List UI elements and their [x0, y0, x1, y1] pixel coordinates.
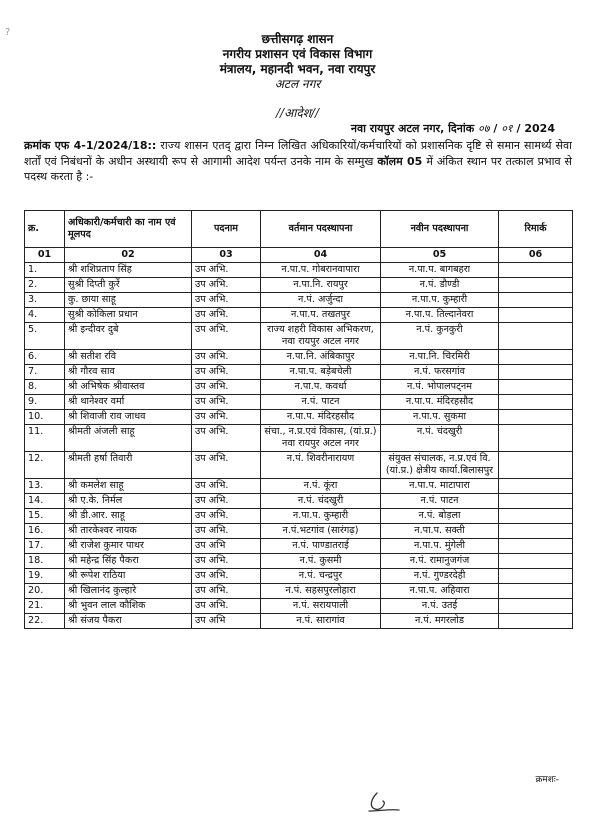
- cell-current-posting: न.पं. सारागांव: [261, 614, 381, 629]
- table-row: [25, 308, 573, 323]
- header-name: अधिकारी/कर्मचारी का नाम एवं मूलपद: [65, 211, 192, 248]
- cell-current-posting: न.पं. चंदखुरी: [261, 494, 381, 509]
- continued-note: क्रमशः-: [535, 775, 559, 785]
- cell-designation: उप अभि: [192, 614, 261, 629]
- column-number: 04: [261, 248, 381, 263]
- table-row: [25, 524, 573, 539]
- cell-name: श्री राजेश कुमार पाथर: [65, 539, 192, 554]
- cell-new-posting: न.पं. भोपालपट्नम: [381, 380, 499, 395]
- cell-current-posting: न.पं. पाटन: [261, 395, 381, 410]
- cell-remark: [499, 278, 573, 293]
- cell-name: श्री संजय पैकरा: [65, 614, 192, 629]
- cell-remark: [499, 365, 573, 380]
- cell-new-posting: न.पं. फरसगांव: [381, 365, 499, 380]
- date-prefix: नवा रायपुर अटल नगर, दिनांक: [350, 122, 475, 135]
- table-row: [25, 278, 573, 293]
- cell-new-posting: न.पं. गुण्डरदेही: [381, 569, 499, 584]
- table-row: [25, 614, 573, 629]
- table-row: [25, 509, 573, 524]
- cell-designation: उप अभि.: [192, 278, 261, 293]
- cell-designation: उप अभि.: [192, 323, 261, 350]
- cell-serial: 14.: [25, 494, 65, 509]
- table-row: [25, 380, 573, 395]
- cell-serial: 13.: [25, 479, 65, 494]
- table-row: [25, 410, 573, 425]
- cell-designation: उप अभि.: [192, 494, 261, 509]
- cell-current-posting: न.पा.नि. रायपुर: [261, 278, 381, 293]
- cell-designation: उप अभि.: [192, 410, 261, 425]
- cell-serial: 6.: [25, 350, 65, 365]
- column-number: 01: [25, 248, 65, 263]
- cell-name: सुश्री कोकिला प्रधान: [65, 308, 192, 323]
- cell-serial: 9.: [25, 395, 65, 410]
- cell-new-posting: न.पा.प. सुकमा: [381, 410, 499, 425]
- cell-name: श्रीमती हर्षा तिवारी: [65, 452, 192, 479]
- margin-mark: ?: [5, 27, 11, 38]
- cell-serial: 22.: [25, 614, 65, 629]
- cell-new-posting: न.पा.नि. चिरमिरी: [381, 350, 499, 365]
- table-row: [25, 494, 573, 509]
- cell-remark: [499, 293, 573, 308]
- cell-designation: उप अभि.: [192, 395, 261, 410]
- cell-remark: [499, 263, 573, 278]
- cell-serial: 3.: [25, 293, 65, 308]
- cell-new-posting: न.पं. डौण्डी: [381, 278, 499, 293]
- cell-serial: 15.: [25, 509, 65, 524]
- cell-remark: [499, 395, 573, 410]
- cell-serial: 7.: [25, 365, 65, 380]
- cell-serial: 11.: [25, 425, 65, 452]
- cell-designation: उप अभि: [192, 539, 261, 554]
- cell-current-posting: न.पं. शिवरीनारायण: [261, 452, 381, 479]
- cell-name: श्री रूपेश राठिया: [65, 569, 192, 584]
- order-number: क्रमांक एफ 4-1/2024/18::: [24, 139, 157, 152]
- cell-new-posting: न.पा.प. मंदिरहसौद: [381, 395, 499, 410]
- table-row: [25, 539, 573, 554]
- date-month: ०१: [501, 122, 513, 135]
- cell-serial: 19.: [25, 569, 65, 584]
- column-number-row: [25, 248, 573, 263]
- cell-remark: [499, 539, 573, 554]
- cell-new-posting: न.पा.प. तिल्दानेवरा: [381, 308, 499, 323]
- header-department: नगरीय प्रशासन एवं विकास विभाग: [222, 47, 373, 61]
- cell-new-posting: न.पं. बोड़ला: [381, 509, 499, 524]
- header-city: अटल नगर: [274, 77, 321, 91]
- cell-serial: 18.: [25, 554, 65, 569]
- header-address: मंत्रालय, महानदी भवन, नवा रायपुर: [219, 62, 376, 76]
- cell-new-posting: न.पं. चंदखुरी: [381, 425, 499, 452]
- cell-serial: 10.: [25, 410, 65, 425]
- table-row: [25, 293, 573, 308]
- cell-current-posting: संचा., न.प्र.एवं विकास, (यां.प्र.) नवा रायपुर अटल नगर: [261, 425, 381, 452]
- cell-current-posting: न.पा.प. कवर्धा: [261, 380, 381, 395]
- cell-new-posting: न.पं. रामानुजगंज: [381, 554, 499, 569]
- cell-new-posting: न.पा.प. सक्ती: [381, 524, 499, 539]
- table-row: [25, 425, 573, 452]
- cell-current-posting: न.पं. सरायपाली: [261, 599, 381, 614]
- column-number: 02: [65, 248, 192, 263]
- header-current-posting: वर्तमान पदस्थापना: [261, 211, 381, 248]
- table-row: [25, 452, 573, 479]
- column-number: 06: [499, 248, 573, 263]
- cell-new-posting: न.पं. पाटन: [381, 494, 499, 509]
- cell-designation: उप अभि.: [192, 524, 261, 539]
- cell-name: श्री डी.आर. साहू: [65, 509, 192, 524]
- cell-current-posting: न.पा.प. मंदिरहसौद: [261, 410, 381, 425]
- cell-designation: उप अभि.: [192, 569, 261, 584]
- cell-designation: उप अभि.: [192, 263, 261, 278]
- date-year: 2024: [524, 122, 555, 135]
- cell-remark: [499, 380, 573, 395]
- cell-designation: उप अभि.: [192, 479, 261, 494]
- column-number: 03: [192, 248, 261, 263]
- cell-current-posting: न.पा.नि. अंबिकापुर: [261, 350, 381, 365]
- cell-name: श्री खिलानंद कुल्हारे: [65, 584, 192, 599]
- column-number: 05: [381, 248, 499, 263]
- cell-new-posting: न.पं. कुनकुरी: [381, 323, 499, 350]
- cell-current-posting: राज्य शहरी विकास अभिकरण, नवा रायपुर अटल नगर: [261, 323, 381, 350]
- cell-remark: [499, 614, 573, 629]
- cell-current-posting: न.पं.भटगांव (सारंगढ़): [261, 524, 381, 539]
- cell-remark: [499, 509, 573, 524]
- cell-serial: 12.: [25, 452, 65, 479]
- cell-name: श्री शिवाजी राव जाधव: [65, 410, 192, 425]
- cell-designation: उप अभि.: [192, 509, 261, 524]
- cell-current-posting: न.पं. अर्जुन्दा: [261, 293, 381, 308]
- order-title: //आदेश//: [276, 106, 319, 120]
- header-remark: रिमार्क: [499, 211, 573, 248]
- cell-remark: [499, 410, 573, 425]
- cell-name: श्री गौरव साव: [65, 365, 192, 380]
- cell-new-posting: न.पा.प. कुम्हारी: [381, 293, 499, 308]
- order-text-2: में अंकित स्थान पर तत्काल प्रभाव से पदस्थ करता है :-: [24, 154, 572, 183]
- cell-remark: [499, 452, 573, 479]
- cell-name: श्री तारकेश्वर नायक: [65, 524, 192, 539]
- cell-current-posting: न.पा.प. तखतपुर: [261, 308, 381, 323]
- cell-remark: [499, 554, 573, 569]
- cell-serial: 8.: [25, 380, 65, 395]
- table-row: [25, 569, 573, 584]
- cell-current-posting: न.पं. कुसमी: [261, 554, 381, 569]
- cell-serial: 5.: [25, 323, 65, 350]
- table-row: [25, 395, 573, 410]
- cell-new-posting: न.पा.प. बागबहरा: [381, 263, 499, 278]
- table-row: [25, 350, 573, 365]
- cell-remark: [499, 524, 573, 539]
- cell-name: श्री अभिषेक श्रीवास्तव: [65, 380, 192, 395]
- cell-serial: 17.: [25, 539, 65, 554]
- header-government: छत्तीसगढ़ शासन: [261, 32, 334, 46]
- table-row: [25, 479, 573, 494]
- table-row: [25, 263, 573, 278]
- header-designation: पदनाम: [192, 211, 261, 248]
- table-row: [25, 554, 573, 569]
- cell-remark: [499, 479, 573, 494]
- cell-current-posting: न.पं. सहसपुरलोहारा: [261, 584, 381, 599]
- cell-new-posting: न.पा.प. माटापारा: [381, 479, 499, 494]
- cell-serial: 4.: [25, 308, 65, 323]
- cell-designation: उप अभि.: [192, 293, 261, 308]
- cell-name: श्री इन्दीवर दुबे: [65, 323, 192, 350]
- table-header-row: [25, 211, 573, 248]
- cell-name: कु. छाया साहू: [65, 293, 192, 308]
- cell-name: श्री ए.के. निर्मल: [65, 494, 192, 509]
- cell-remark: [499, 350, 573, 365]
- cell-current-posting: न.पा.प. गोबरानवापारा: [261, 263, 381, 278]
- cell-serial: 1.: [25, 263, 65, 278]
- cell-new-posting: संयुक्त संचालक, न.प्र.एवं वि. (यां.प्र.) क्षेत्रीय कार्या.बिलासपुर: [381, 452, 499, 479]
- cell-remark: [499, 323, 573, 350]
- cell-designation: उप अभि.: [192, 308, 261, 323]
- cell-serial: 20.: [25, 584, 65, 599]
- cell-designation: उप अभि.: [192, 452, 261, 479]
- cell-designation: उप अभि.: [192, 599, 261, 614]
- cell-new-posting: न.पं. उतई: [381, 599, 499, 614]
- cell-current-posting: न.पा.प. कुम्हारी: [261, 509, 381, 524]
- date-day: ०७: [478, 122, 490, 135]
- cell-designation: उप अभि.: [192, 365, 261, 380]
- cell-designation: उप अभि.: [192, 350, 261, 365]
- cell-serial: 21.: [25, 599, 65, 614]
- cell-designation: उप अभि.: [192, 380, 261, 395]
- cell-name: श्री महेन्द्र सिंह पैकरा: [65, 554, 192, 569]
- cell-new-posting: न.पा.प. मुंगेली: [381, 539, 499, 554]
- cell-serial: 2.: [25, 278, 65, 293]
- order-text-1: राज्य शासन एतद् द्वारा निम्न लिखित अधिकारियों/कर्मचारियों को प्रशासनिक दृष्टि से समान सामर्थ्य सेवा शर्तों एवं निबंधनों के अधीन अस्थायी रूप से आगामी आदेश पर्यन्त उनके नाम के सम्मुख: [24, 139, 572, 168]
- table-row: [25, 365, 573, 380]
- cell-name: श्री भुवन लाल कौशिक: [65, 599, 192, 614]
- cell-remark: [499, 494, 573, 509]
- cell-current-posting: न.पं. पाण्डातराई: [261, 539, 381, 554]
- date-line: नवा रायपुर अटल नगर, दिनांक ०७ / ०१ / 2024: [350, 122, 555, 135]
- cell-current-posting: न.पं. कूंरा: [261, 479, 381, 494]
- header-new-posting: नवीन पदस्थापना: [381, 211, 499, 248]
- transfer-table: [24, 210, 573, 629]
- signature-mark: [363, 789, 403, 815]
- cell-new-posting: न.पा.प. अहिवारा: [381, 584, 499, 599]
- cell-name: श्री सतीश रवि: [65, 350, 192, 365]
- cell-remark: [499, 599, 573, 614]
- cell-current-posting: न.पा.प. बड़ेबचेली: [261, 365, 381, 380]
- cell-name: श्री शशिप्रताप सिंह: [65, 263, 192, 278]
- cell-serial: 16.: [25, 524, 65, 539]
- cell-name: श्रीमती अंजली साहू: [65, 425, 192, 452]
- table-row: [25, 599, 573, 614]
- cell-new-posting: न.पं. मगरलोड: [381, 614, 499, 629]
- cell-remark: [499, 425, 573, 452]
- cell-name: सुश्री दिप्ती कुर्रे: [65, 278, 192, 293]
- column-reference: कॉलम 05: [377, 154, 423, 168]
- cell-remark: [499, 584, 573, 599]
- table-row: [25, 584, 573, 599]
- cell-remark: [499, 308, 573, 323]
- cell-name: श्री कमलेश साहू: [65, 479, 192, 494]
- cell-current-posting: न.पं. चन्द्रपुर: [261, 569, 381, 584]
- cell-designation: उप अभि.: [192, 584, 261, 599]
- cell-name: श्री थानेश्वर वर्मा: [65, 395, 192, 410]
- header-serial: क्र.: [25, 211, 65, 248]
- cell-designation: उप अभि.: [192, 554, 261, 569]
- cell-designation: उप अभि.: [192, 425, 261, 452]
- order-paragraph: [24, 138, 572, 185]
- table-row: [25, 323, 573, 350]
- cell-remark: [499, 569, 573, 584]
